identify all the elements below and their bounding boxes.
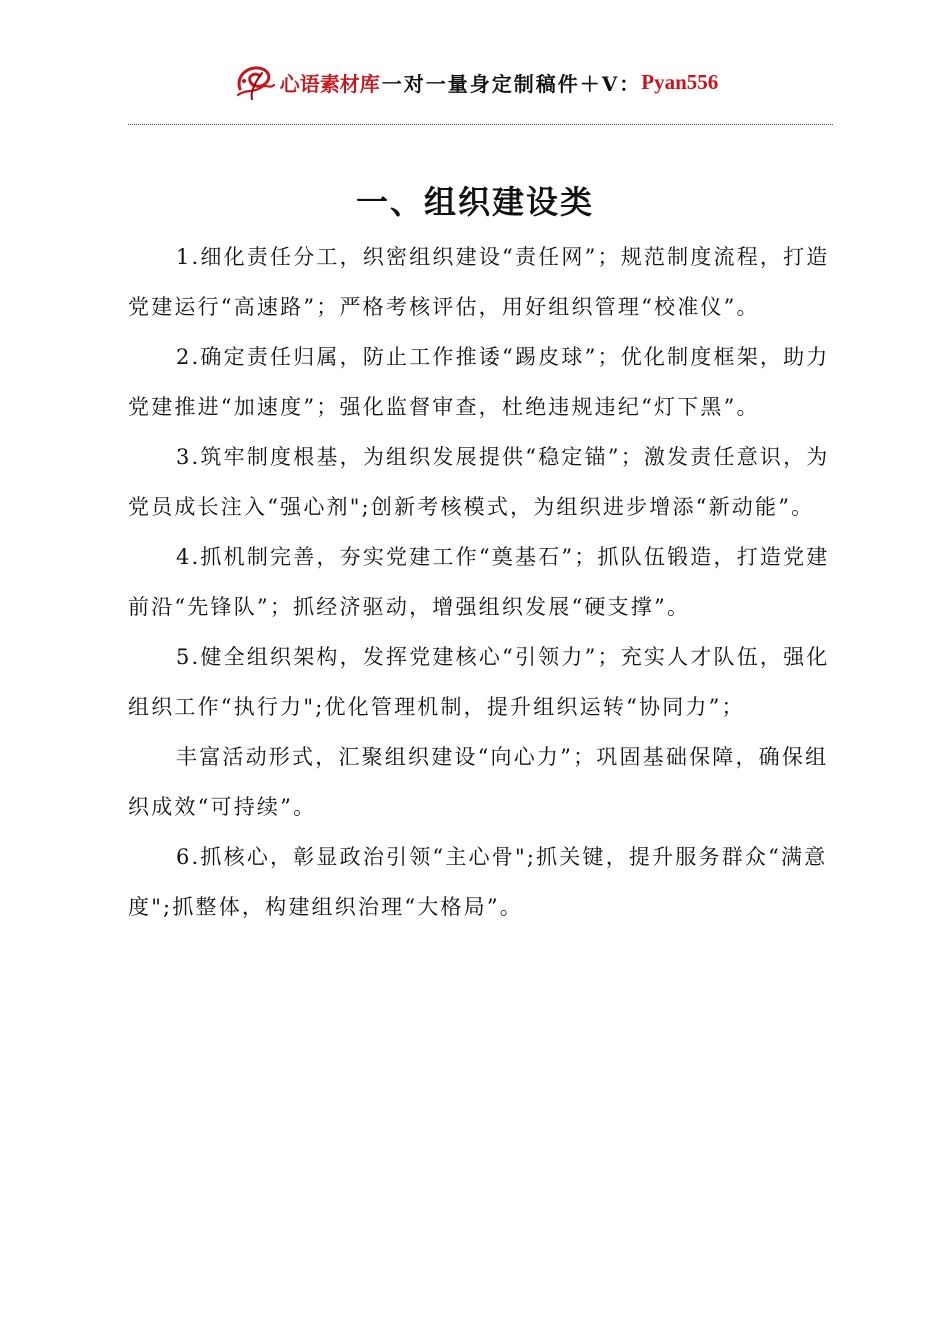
- contact-id: Pyan556: [641, 69, 719, 94]
- signature-logo-icon: [232, 59, 278, 105]
- paragraph-5: 5.健全组织架构，发挥党建核心“引领力”；充实人才队伍，强化组织工作“执行力";优化管理机制，提升组织运转“协同力”；: [128, 645, 830, 719]
- paragraph-2: 2.确定责任归属，防止工作推诿“踢皮球”；优化制度框架，助力党建推进“加速度”；强化监督审查，杜绝违规违纪“灯下黑”。: [128, 345, 830, 419]
- document-body: [128, 232, 833, 932]
- paragraph-6: 6.抓核心，彰显政治引领“主心骨";抓关键，提升服务群众“满意度";抓整体，构建组织治理“大格局”。: [128, 845, 828, 919]
- header-divider: [128, 124, 833, 125]
- page-title: 一、组织建设类: [355, 183, 594, 221]
- paragraph-4: 4.抓机制完善，夯实党建工作“奠基石”；抓队伍锻造，打造党建前沿“先锋队”；抓经济驱动，增强组织发展“硬支撑”。: [128, 545, 830, 619]
- brand-name: 心语素材库: [279, 71, 380, 96]
- paragraph-3: 3.筑牢制度根基，为组织发展提供“稳定锚”；激发责任意识，为党员成长注入“强心剂";创新考核模式，为组织进步增添“新动能”。: [128, 445, 830, 519]
- page-header: [0, 58, 950, 106]
- paragraph-1: 1.细化责任分工，织密组织建设“责任网”；规范制度流程，打造党建运行“高速路”；严格考核评估，用好组织管理“校准仪”。: [128, 245, 830, 319]
- header-slogan: 一对一量身定制稿件＋V：: [381, 71, 642, 96]
- paragraph-5-continued: 丰富活动形式，汇聚组织建设“向心力”；巩固基础保障，确保组织成效“可持续”。: [128, 745, 829, 819]
